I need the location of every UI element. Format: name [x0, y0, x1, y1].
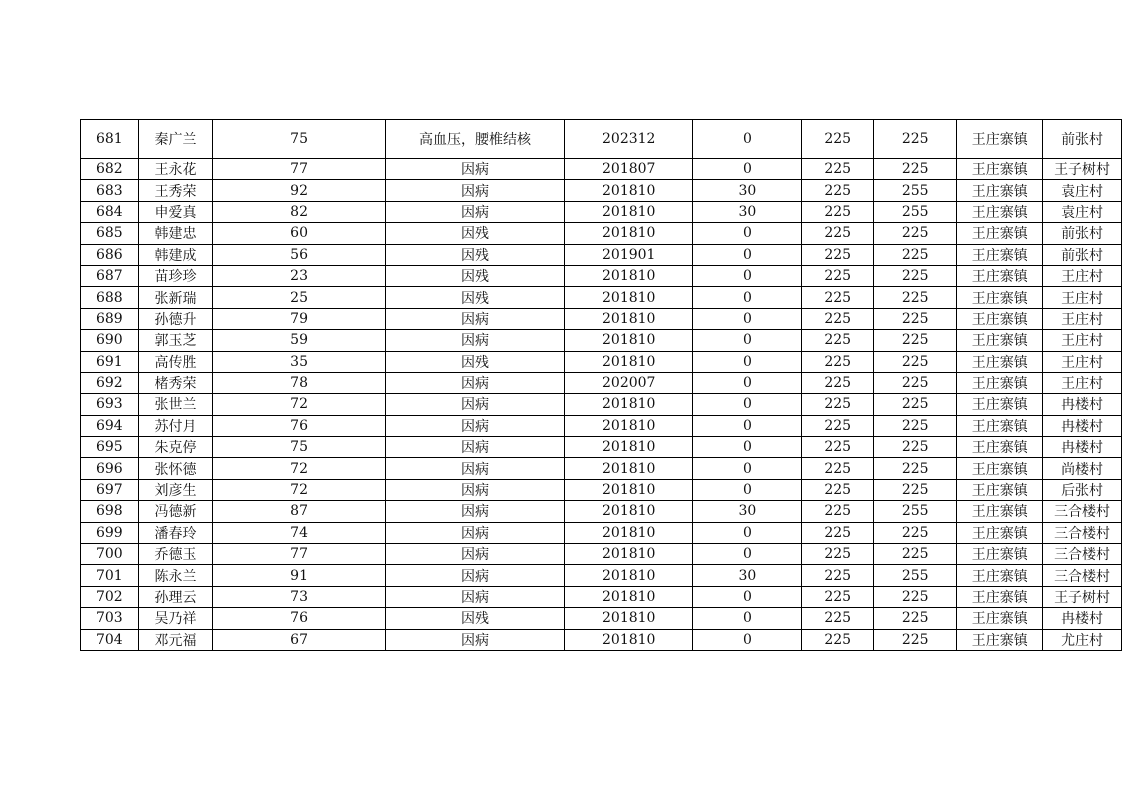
- table-row: [81, 180, 1122, 201]
- total-amount-cell: 225: [874, 437, 957, 458]
- town-cell: 王庄寨镇: [957, 586, 1043, 607]
- name-cell: 孙理云: [138, 586, 213, 607]
- village-cell: 王子树村: [1043, 159, 1122, 180]
- table-row: [81, 394, 1122, 415]
- start-month-cell: 201810: [565, 180, 693, 201]
- village-cell: 王子树村: [1043, 586, 1122, 607]
- total-amount-cell: 225: [874, 265, 957, 286]
- name-cell: 潘春玲: [138, 522, 213, 543]
- name-cell: 张世兰: [138, 394, 213, 415]
- reason-cell: 因病: [385, 544, 564, 565]
- village-cell: 三合楼村: [1043, 565, 1122, 586]
- table-row: [81, 372, 1122, 393]
- base-amount-cell: 225: [802, 287, 874, 308]
- age-cell: 72: [213, 479, 385, 500]
- table-row: [81, 608, 1122, 629]
- age-cell: 74: [213, 522, 385, 543]
- name-cell: 申爱真: [138, 201, 213, 222]
- reason-cell: 因残: [385, 223, 564, 244]
- base-amount-cell: 225: [802, 372, 874, 393]
- name-cell: 陈永兰: [138, 565, 213, 586]
- data-table: [80, 119, 1122, 651]
- total-amount-cell: 225: [874, 120, 957, 159]
- name-cell: 张新瑞: [138, 287, 213, 308]
- total-amount-cell: 255: [874, 201, 957, 222]
- village-cell: 王庄村: [1043, 287, 1122, 308]
- extra-amount-cell: 0: [693, 120, 802, 159]
- age-cell: 72: [213, 394, 385, 415]
- reason-cell: 因病: [385, 201, 564, 222]
- extra-amount-cell: 0: [693, 330, 802, 351]
- seq-cell: 698: [81, 501, 139, 522]
- age-cell: 23: [213, 265, 385, 286]
- name-cell: 郭玉芝: [138, 330, 213, 351]
- table-row: [81, 501, 1122, 522]
- town-cell: 王庄寨镇: [957, 501, 1043, 522]
- reason-cell: 因病: [385, 394, 564, 415]
- age-cell: 76: [213, 608, 385, 629]
- base-amount-cell: 225: [802, 565, 874, 586]
- table-row: [81, 522, 1122, 543]
- total-amount-cell: 225: [874, 586, 957, 607]
- age-cell: 92: [213, 180, 385, 201]
- village-cell: 袁庄村: [1043, 180, 1122, 201]
- start-month-cell: 201810: [565, 415, 693, 436]
- reason-cell: 因病: [385, 522, 564, 543]
- age-cell: 25: [213, 287, 385, 308]
- age-cell: 75: [213, 120, 385, 159]
- name-cell: 乔德玉: [138, 544, 213, 565]
- seq-cell: 697: [81, 479, 139, 500]
- start-month-cell: 201810: [565, 330, 693, 351]
- reason-cell: 因残: [385, 265, 564, 286]
- town-cell: 王庄寨镇: [957, 479, 1043, 500]
- extra-amount-cell: 0: [693, 287, 802, 308]
- reason-cell: 因病: [385, 629, 564, 650]
- base-amount-cell: 225: [802, 586, 874, 607]
- seq-cell: 687: [81, 265, 139, 286]
- base-amount-cell: 225: [802, 522, 874, 543]
- seq-cell: 682: [81, 159, 139, 180]
- seq-cell: 684: [81, 201, 139, 222]
- village-cell: 王庄村: [1043, 265, 1122, 286]
- age-cell: 87: [213, 501, 385, 522]
- total-amount-cell: 225: [874, 522, 957, 543]
- seq-cell: 690: [81, 330, 139, 351]
- town-cell: 王庄寨镇: [957, 180, 1043, 201]
- reason-cell: 因病: [385, 458, 564, 479]
- start-month-cell: 201810: [565, 308, 693, 329]
- reason-cell: 因病: [385, 415, 564, 436]
- start-month-cell: 201810: [565, 394, 693, 415]
- reason-cell: 因病: [385, 308, 564, 329]
- village-cell: 尤庄村: [1043, 629, 1122, 650]
- seq-cell: 683: [81, 180, 139, 201]
- village-cell: 冉楼村: [1043, 608, 1122, 629]
- town-cell: 王庄寨镇: [957, 394, 1043, 415]
- total-amount-cell: 225: [874, 629, 957, 650]
- name-cell: 苏付月: [138, 415, 213, 436]
- start-month-cell: 201810: [565, 351, 693, 372]
- start-month-cell: 202007: [565, 372, 693, 393]
- age-cell: 60: [213, 223, 385, 244]
- base-amount-cell: 225: [802, 244, 874, 265]
- town-cell: 王庄寨镇: [957, 120, 1043, 159]
- table-row: [81, 458, 1122, 479]
- village-cell: 前张村: [1043, 223, 1122, 244]
- start-month-cell: 201810: [565, 501, 693, 522]
- base-amount-cell: 225: [802, 479, 874, 500]
- name-cell: 楮秀荣: [138, 372, 213, 393]
- total-amount-cell: 225: [874, 223, 957, 244]
- reason-cell: 因病: [385, 565, 564, 586]
- village-cell: 王庄村: [1043, 330, 1122, 351]
- seq-cell: 696: [81, 458, 139, 479]
- extra-amount-cell: 0: [693, 608, 802, 629]
- name-cell: 邓元福: [138, 629, 213, 650]
- reason-cell: 因病: [385, 586, 564, 607]
- reason-cell: 因病: [385, 330, 564, 351]
- reason-cell: 因病: [385, 180, 564, 201]
- table-row: [81, 437, 1122, 458]
- age-cell: 35: [213, 351, 385, 372]
- name-cell: 冯德新: [138, 501, 213, 522]
- village-cell: 三合楼村: [1043, 522, 1122, 543]
- base-amount-cell: 225: [802, 458, 874, 479]
- start-month-cell: 201810: [565, 437, 693, 458]
- extra-amount-cell: 0: [693, 544, 802, 565]
- total-amount-cell: 225: [874, 458, 957, 479]
- town-cell: 王庄寨镇: [957, 265, 1043, 286]
- reason-cell: 因残: [385, 351, 564, 372]
- start-month-cell: 201810: [565, 629, 693, 650]
- seq-cell: 685: [81, 223, 139, 244]
- town-cell: 王庄寨镇: [957, 629, 1043, 650]
- table-row: [81, 629, 1122, 650]
- reason-cell: 因残: [385, 608, 564, 629]
- start-month-cell: 202312: [565, 120, 693, 159]
- town-cell: 王庄寨镇: [957, 351, 1043, 372]
- extra-amount-cell: 0: [693, 159, 802, 180]
- name-cell: 吴乃祥: [138, 608, 213, 629]
- total-amount-cell: 225: [874, 308, 957, 329]
- base-amount-cell: 225: [802, 608, 874, 629]
- extra-amount-cell: 30: [693, 501, 802, 522]
- seq-cell: 703: [81, 608, 139, 629]
- total-amount-cell: 225: [874, 372, 957, 393]
- village-cell: 冉楼村: [1043, 415, 1122, 436]
- seq-cell: 699: [81, 522, 139, 543]
- town-cell: 王庄寨镇: [957, 201, 1043, 222]
- village-cell: 三合楼村: [1043, 501, 1122, 522]
- village-cell: 袁庄村: [1043, 201, 1122, 222]
- extra-amount-cell: 0: [693, 479, 802, 500]
- reason-cell: 因残: [385, 287, 564, 308]
- table-row: [81, 265, 1122, 286]
- extra-amount-cell: 0: [693, 586, 802, 607]
- age-cell: 73: [213, 586, 385, 607]
- start-month-cell: 201810: [565, 287, 693, 308]
- total-amount-cell: 255: [874, 180, 957, 201]
- age-cell: 77: [213, 159, 385, 180]
- name-cell: 王秀荣: [138, 180, 213, 201]
- extra-amount-cell: 0: [693, 522, 802, 543]
- age-cell: 82: [213, 201, 385, 222]
- town-cell: 王庄寨镇: [957, 308, 1043, 329]
- table-row: [81, 120, 1122, 159]
- reason-cell: 因病: [385, 479, 564, 500]
- extra-amount-cell: 0: [693, 458, 802, 479]
- seq-cell: 688: [81, 287, 139, 308]
- name-cell: 朱克停: [138, 437, 213, 458]
- reason-cell: 因病: [385, 437, 564, 458]
- table-row: [81, 565, 1122, 586]
- start-month-cell: 201810: [565, 565, 693, 586]
- total-amount-cell: 225: [874, 244, 957, 265]
- seq-cell: 701: [81, 565, 139, 586]
- village-cell: 尚楼村: [1043, 458, 1122, 479]
- town-cell: 王庄寨镇: [957, 372, 1043, 393]
- extra-amount-cell: 0: [693, 244, 802, 265]
- base-amount-cell: 225: [802, 544, 874, 565]
- town-cell: 王庄寨镇: [957, 458, 1043, 479]
- total-amount-cell: 225: [874, 608, 957, 629]
- name-cell: 王永花: [138, 159, 213, 180]
- table-row: [81, 159, 1122, 180]
- name-cell: 苗珍珍: [138, 265, 213, 286]
- table-row: [81, 351, 1122, 372]
- reason-cell: 高血压，腰椎结核: [385, 120, 564, 159]
- age-cell: 91: [213, 565, 385, 586]
- base-amount-cell: 225: [802, 265, 874, 286]
- base-amount-cell: 225: [802, 394, 874, 415]
- extra-amount-cell: 0: [693, 415, 802, 436]
- extra-amount-cell: 0: [693, 223, 802, 244]
- extra-amount-cell: 0: [693, 308, 802, 329]
- table-row: [81, 415, 1122, 436]
- extra-amount-cell: 0: [693, 351, 802, 372]
- table-row: [81, 586, 1122, 607]
- seq-cell: 704: [81, 629, 139, 650]
- reason-cell: 因残: [385, 244, 564, 265]
- table-body: [81, 120, 1122, 651]
- age-cell: 67: [213, 629, 385, 650]
- table-row: [81, 479, 1122, 500]
- base-amount-cell: 225: [802, 501, 874, 522]
- base-amount-cell: 225: [802, 180, 874, 201]
- seq-cell: 692: [81, 372, 139, 393]
- name-cell: 高传胜: [138, 351, 213, 372]
- start-month-cell: 201810: [565, 479, 693, 500]
- age-cell: 76: [213, 415, 385, 436]
- age-cell: 59: [213, 330, 385, 351]
- start-month-cell: 201807: [565, 159, 693, 180]
- base-amount-cell: 225: [802, 201, 874, 222]
- extra-amount-cell: 0: [693, 265, 802, 286]
- town-cell: 王庄寨镇: [957, 159, 1043, 180]
- total-amount-cell: 255: [874, 501, 957, 522]
- seq-cell: 691: [81, 351, 139, 372]
- start-month-cell: 201810: [565, 201, 693, 222]
- seq-cell: 689: [81, 308, 139, 329]
- seq-cell: 700: [81, 544, 139, 565]
- total-amount-cell: 225: [874, 287, 957, 308]
- age-cell: 56: [213, 244, 385, 265]
- name-cell: 韩建成: [138, 244, 213, 265]
- age-cell: 75: [213, 437, 385, 458]
- base-amount-cell: 225: [802, 437, 874, 458]
- seq-cell: 702: [81, 586, 139, 607]
- total-amount-cell: 225: [874, 351, 957, 372]
- total-amount-cell: 225: [874, 544, 957, 565]
- extra-amount-cell: 0: [693, 372, 802, 393]
- town-cell: 王庄寨镇: [957, 330, 1043, 351]
- village-cell: 前张村: [1043, 244, 1122, 265]
- village-cell: 三合楼村: [1043, 544, 1122, 565]
- seq-cell: 686: [81, 244, 139, 265]
- table-row: [81, 223, 1122, 244]
- village-cell: 王庄村: [1043, 372, 1122, 393]
- reason-cell: 因病: [385, 372, 564, 393]
- table-row: [81, 287, 1122, 308]
- total-amount-cell: 225: [874, 394, 957, 415]
- name-cell: 孙德升: [138, 308, 213, 329]
- village-cell: 后张村: [1043, 479, 1122, 500]
- town-cell: 王庄寨镇: [957, 544, 1043, 565]
- base-amount-cell: 225: [802, 415, 874, 436]
- table-row: [81, 308, 1122, 329]
- base-amount-cell: 225: [802, 223, 874, 244]
- extra-amount-cell: 30: [693, 180, 802, 201]
- town-cell: 王庄寨镇: [957, 522, 1043, 543]
- start-month-cell: 201810: [565, 223, 693, 244]
- total-amount-cell: 225: [874, 479, 957, 500]
- village-cell: 前张村: [1043, 120, 1122, 159]
- age-cell: 77: [213, 544, 385, 565]
- seq-cell: 694: [81, 415, 139, 436]
- table-row: [81, 244, 1122, 265]
- start-month-cell: 201810: [565, 608, 693, 629]
- base-amount-cell: 225: [802, 351, 874, 372]
- village-cell: 冉楼村: [1043, 437, 1122, 458]
- base-amount-cell: 225: [802, 629, 874, 650]
- start-month-cell: 201810: [565, 265, 693, 286]
- seq-cell: 681: [81, 120, 139, 159]
- extra-amount-cell: 0: [693, 629, 802, 650]
- town-cell: 王庄寨镇: [957, 565, 1043, 586]
- name-cell: 秦广兰: [138, 120, 213, 159]
- total-amount-cell: 225: [874, 159, 957, 180]
- seq-cell: 695: [81, 437, 139, 458]
- base-amount-cell: 225: [802, 330, 874, 351]
- start-month-cell: 201810: [565, 458, 693, 479]
- name-cell: 张怀德: [138, 458, 213, 479]
- total-amount-cell: 225: [874, 330, 957, 351]
- age-cell: 79: [213, 308, 385, 329]
- age-cell: 72: [213, 458, 385, 479]
- town-cell: 王庄寨镇: [957, 287, 1043, 308]
- town-cell: 王庄寨镇: [957, 608, 1043, 629]
- village-cell: 王庄村: [1043, 351, 1122, 372]
- start-month-cell: 201810: [565, 586, 693, 607]
- town-cell: 王庄寨镇: [957, 437, 1043, 458]
- village-cell: 王庄村: [1043, 308, 1122, 329]
- town-cell: 王庄寨镇: [957, 223, 1043, 244]
- base-amount-cell: 225: [802, 308, 874, 329]
- seq-cell: 693: [81, 394, 139, 415]
- extra-amount-cell: 0: [693, 394, 802, 415]
- extra-amount-cell: 0: [693, 437, 802, 458]
- total-amount-cell: 255: [874, 565, 957, 586]
- base-amount-cell: 225: [802, 120, 874, 159]
- town-cell: 王庄寨镇: [957, 415, 1043, 436]
- extra-amount-cell: 30: [693, 201, 802, 222]
- base-amount-cell: 225: [802, 159, 874, 180]
- table-row: [81, 330, 1122, 351]
- name-cell: 刘彦生: [138, 479, 213, 500]
- start-month-cell: 201901: [565, 244, 693, 265]
- age-cell: 78: [213, 372, 385, 393]
- total-amount-cell: 225: [874, 415, 957, 436]
- table-row: [81, 544, 1122, 565]
- reason-cell: 因病: [385, 159, 564, 180]
- name-cell: 韩建忠: [138, 223, 213, 244]
- table-row: [81, 201, 1122, 222]
- village-cell: 冉楼村: [1043, 394, 1122, 415]
- town-cell: 王庄寨镇: [957, 244, 1043, 265]
- start-month-cell: 201810: [565, 522, 693, 543]
- extra-amount-cell: 30: [693, 565, 802, 586]
- reason-cell: 因病: [385, 501, 564, 522]
- start-month-cell: 201810: [565, 544, 693, 565]
